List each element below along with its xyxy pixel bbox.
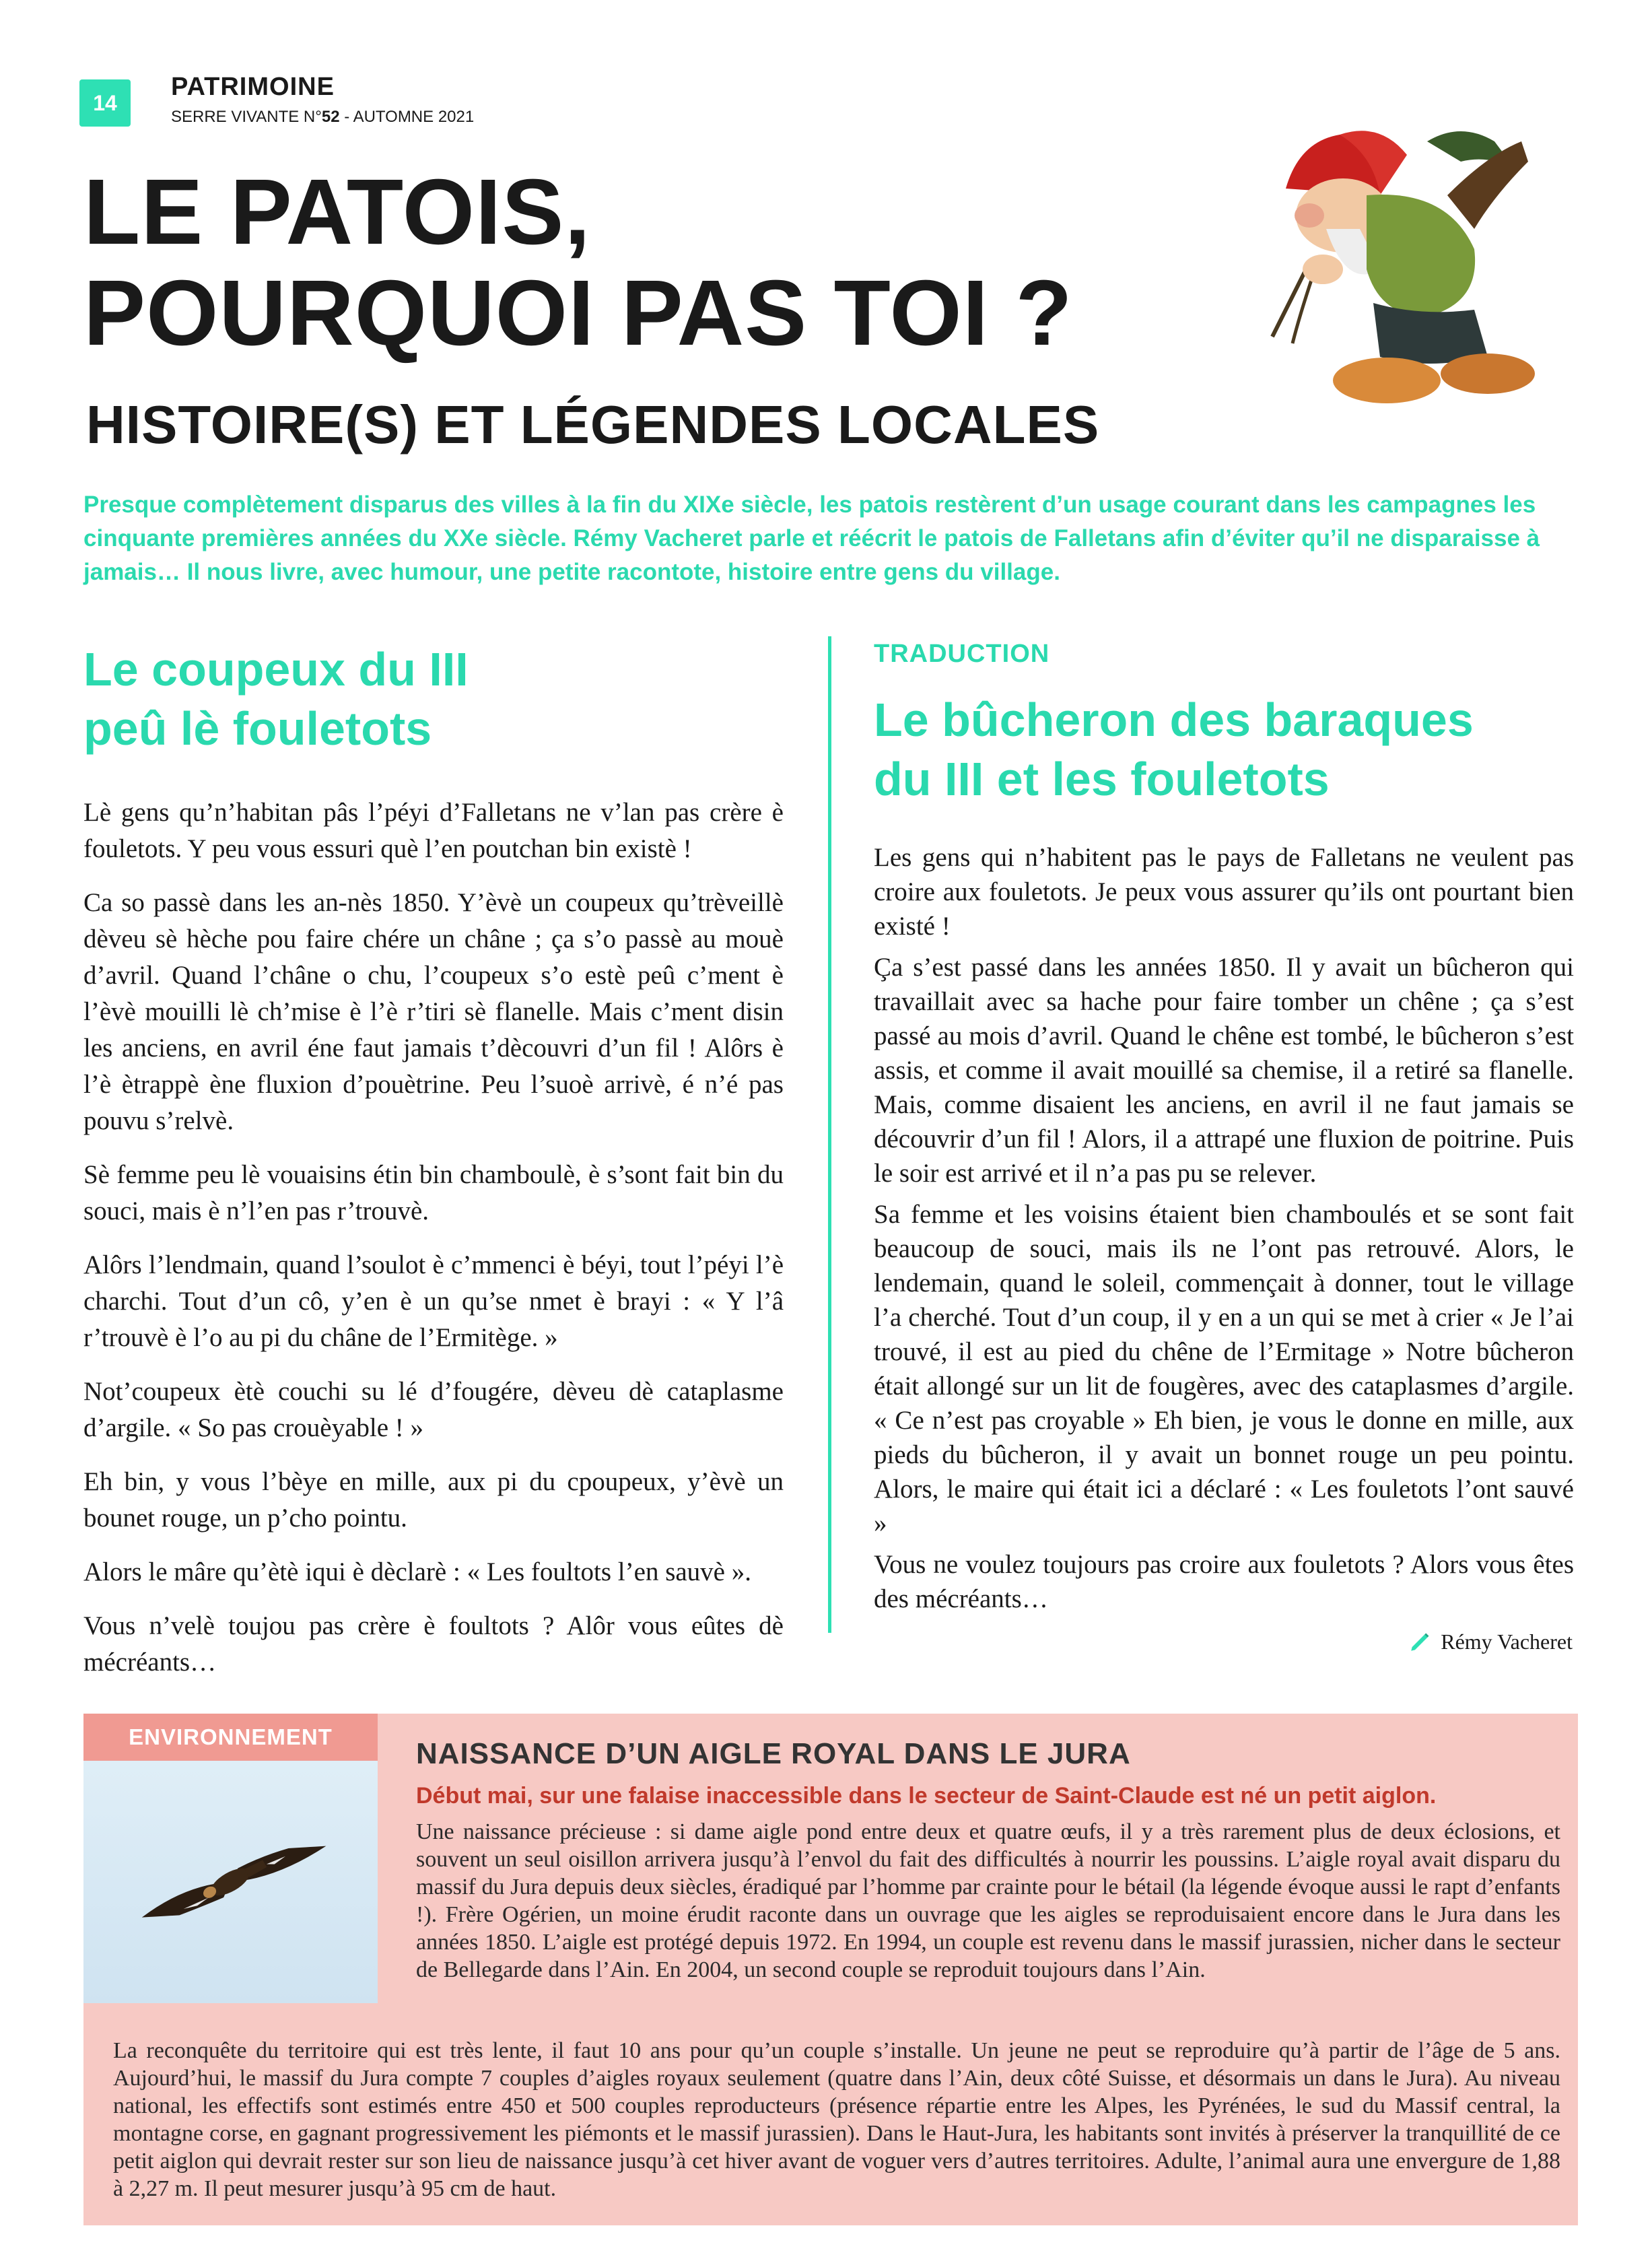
article-subtitle: HISTOIRE(S) ET LÉGENDES LOCALES xyxy=(86,395,1100,454)
patois-paragraph: Alors le mâre qu’ètè iqui è dèclarè : « Les foultots l’en sauvè ». xyxy=(83,1557,751,1586)
patois-title-line-1: Le coupeux du III xyxy=(83,643,469,696)
translation-text xyxy=(874,840,1574,1623)
eagle-icon xyxy=(83,1761,378,2003)
translation-paragraph: Les gens qui n’habitent pas le pays de Falletans ne veulent pas croire aux fouletots. Je peux vous assurer qu’ils ont pourtant bien existé ! xyxy=(874,843,1574,941)
translation-title-line-1: Le bûcheron des baraques xyxy=(874,694,1474,746)
page-number: 14 xyxy=(79,79,131,127)
environment-body-top: Une naissance précieuse : si dame aigle pond entre deux et quatre œufs, il y a très rarement plus de deux éclosions, et souvent un seul oisillon arrivera jusqu’à l’envol du fait des difficultés à nourrir les poussins. L’aigle royal avait disparu du massif du Jura depuis deux siècles, éradiqué par l’homme par crainte pour le bétail (la légende évoque aussi le rapt d’enfants !). Frère Ogérien, un moine érudit raconte dans un ouvrage que les aigles se reproduisaient encore dans le Jura dans les années 1850. L’aigle est protégé depuis 1972. En 1994, un couple est revenu dans le massif jurassien, nicher dans le secteur de Bellegarde dans l’Ain. En 2004, un second couple se reproduit toujours dans l’Ain. xyxy=(416,1819,1560,1982)
translation-paragraph: Sa femme et les voisins étaient bien chamboulés et se sont fait beaucoup de souci, mais ils ne l’ont pas retrouvé. Alors, le lendemain, quand le soleil, commençait à donner, tout le village l’a cherché. Tout d’un coup, il y en a un qui se met à crier « Je l’ai trouvé, il est au pied du chêne de l’Ermitage » Notre bûcheron était allongé sur un lit de fougères, avec des cataplasmes d’argile. « Ce n’est pas croyable » Eh bien, je vous le donne en mille, aux pieds du bûcheron, il y avait un bonnet rouge un peu pointu. Alors, le maire qui était ici a déclaré : « Les fouletots l’ont sauvé » xyxy=(874,1200,1574,1538)
patois-paragraph: Alôrs l’lendmain, quand l’soulot è c’mmenci è béyi, tout l’péyi l’è charchi. Tout d’un cô, y’en è un qu’se nmet è brayi : « Y l’â r’trouvè è l’o au pi du châne de l’Ermitège. » xyxy=(83,1250,784,1352)
patois-paragraph: Ca so passè dans les an-nès 1850. Y’èvè un coupeux qu’trèveillè dèveu sè hèche pou faire chére un châne ; ça s’o passè au mouè d’avril. Quand l’châne o chu, l’coupeux s’o estè peû c’ment è l’èvè mouilli lè ch’mise è l’è r’tiri sè flanelle. Mais c’ment disin les anciens, en avril éne faut jamais t’dècouvri d’un fil ! Alôrs è l’è ètrappè ène fluxion d’pouètrine. Peu l’suoè arrivè, é n’é pas pouvu s’relvè. xyxy=(83,888,784,1135)
translation-title-line-2: du III et les fouletots xyxy=(874,753,1330,805)
title-line-1: LE PATOIS, xyxy=(83,160,591,264)
traduction-label: TRADUCTION xyxy=(874,640,1050,668)
issue-suffix: - AUTOMNE 2021 xyxy=(339,108,475,126)
environment-lead: Début mai, sur une falaise inaccessible dans le secteur de Saint-Claude est né un petit aiglon. xyxy=(416,1783,1437,1809)
patois-paragraph: Sè femme peu lè vouaisins étin bin chamboulè, è s’sont fait bin du souci, mais è n’l’en pas r’trouvè. xyxy=(83,1160,784,1225)
patois-paragraph: Lè gens qu’n’habitan pâs l’péyi d’Falletans ne v’lan pas crère è fouletots. Y peu vous essuri què l’en poutchan bin existè ! xyxy=(83,798,784,863)
author-signature xyxy=(1408,1629,1573,1654)
article-intro: Presque complètement disparus des villes à la fin du XIXe siècle, les patois restèrent d’un usage courant dans les campagnes les cinquante premières années du XXe siècle. Rémy Vacheret parle et réécrit le patois de Falletans afin d’éviter qu’il ne disparaisse à jamais… Il nous livre, avec humour, une petite racontote, histoire entre gens du village. xyxy=(83,492,1540,585)
patois-title xyxy=(83,640,469,758)
section-rubric: PATRIMOINE xyxy=(171,73,335,101)
pencil-icon xyxy=(1408,1631,1431,1654)
translation-paragraph: Vous ne voulez toujours pas croire aux fouletots ? Alors vous êtes des mécréants… xyxy=(874,1550,1574,1613)
author-name: Rémy Vacheret xyxy=(1441,1629,1573,1654)
issue-info xyxy=(171,108,474,127)
patois-paragraph: Vous n’velè toujou pas crère è foultots ? Alôr vous eûtes dè mécréants… xyxy=(83,1611,784,1677)
environment-body-bottom: La reconquête du territoire qui est très lente, il faut 10 ans pour qu’un couple s’installe. Un jeune ne peut se reproduire qu’à partir de l’âge de 5 ans. Aujourd’hui, le massif du Jura compte 7 couples d’aigles royaux seulement (quatre dans l’Ain, deux côté Suisse, et désormais un dans le Jura). Au niveau national, les effectifs sont estimés entre 450 et 500 couples reproducteurs (présence répartie entre les Alpes, les Pyrénées, le sud du Massif central, la montagne corse, en gagnant progressivement les piémonts et le massif jurassien). Dans le Haut-Jura, les habitants sont invités à préserver la tranquillité de ce petit aiglon qui devrait rester sur son lieu de naissance jusqu’à cet hiver avant de voguer vers d’autres territoires. Adulte, l’animal aura une envergure de 1,88 à 2,27 m. Il peut mesurer jusqu’à 95 cm de haut. xyxy=(113,2038,1560,2201)
environment-tab: ENVIRONNEMENT xyxy=(83,1714,378,1761)
fouletot-gnome-illustration xyxy=(1205,114,1582,417)
environment-title: NAISSANCE D’UN AIGLE ROYAL DANS LE JURA xyxy=(416,1737,1131,1770)
issue-prefix: SERRE VIVANTE N° xyxy=(171,108,322,126)
translation-title xyxy=(874,690,1474,809)
patois-paragraph: Not’coupeux ètè couchi su lé d’fougére, dèveu dè cataplasme d’argile. « So pas crouèyable ! » xyxy=(83,1377,784,1442)
eagle-photo xyxy=(83,1761,378,2003)
column-divider xyxy=(828,636,831,1633)
patois-text xyxy=(83,795,784,1698)
article-title xyxy=(83,162,1228,364)
title-line-2: POURQUOI PAS TOI ? xyxy=(83,261,1073,365)
patois-title-line-2: peû lè fouletots xyxy=(83,702,432,755)
patois-paragraph: Eh bin, y vous l’bèye en mille, aux pi du cpoupeux, y’èvè un bounet rouge, un p’cho pointu. xyxy=(83,1467,784,1532)
issue-number: 52 xyxy=(321,108,340,126)
translation-paragraph: Ça s’est passé dans les années 1850. Il y avait un bûcheron qui travaillait avec sa hache pour faire tomber un chêne ; ça s’est passé au mois d’avril. Quand le chêne est tombé, le bûcheron s’est assis, et comme il avait mouillé sa chemise, il a retiré sa flanelle. Mais, comme disaient les anciens, en avril il ne faut jamais se découvrir d’un fil ! Alors, il a attrapé une fluxion de poitrine. Puis le soir est arrivé et il n’a pas pu se relever. xyxy=(874,953,1574,1188)
